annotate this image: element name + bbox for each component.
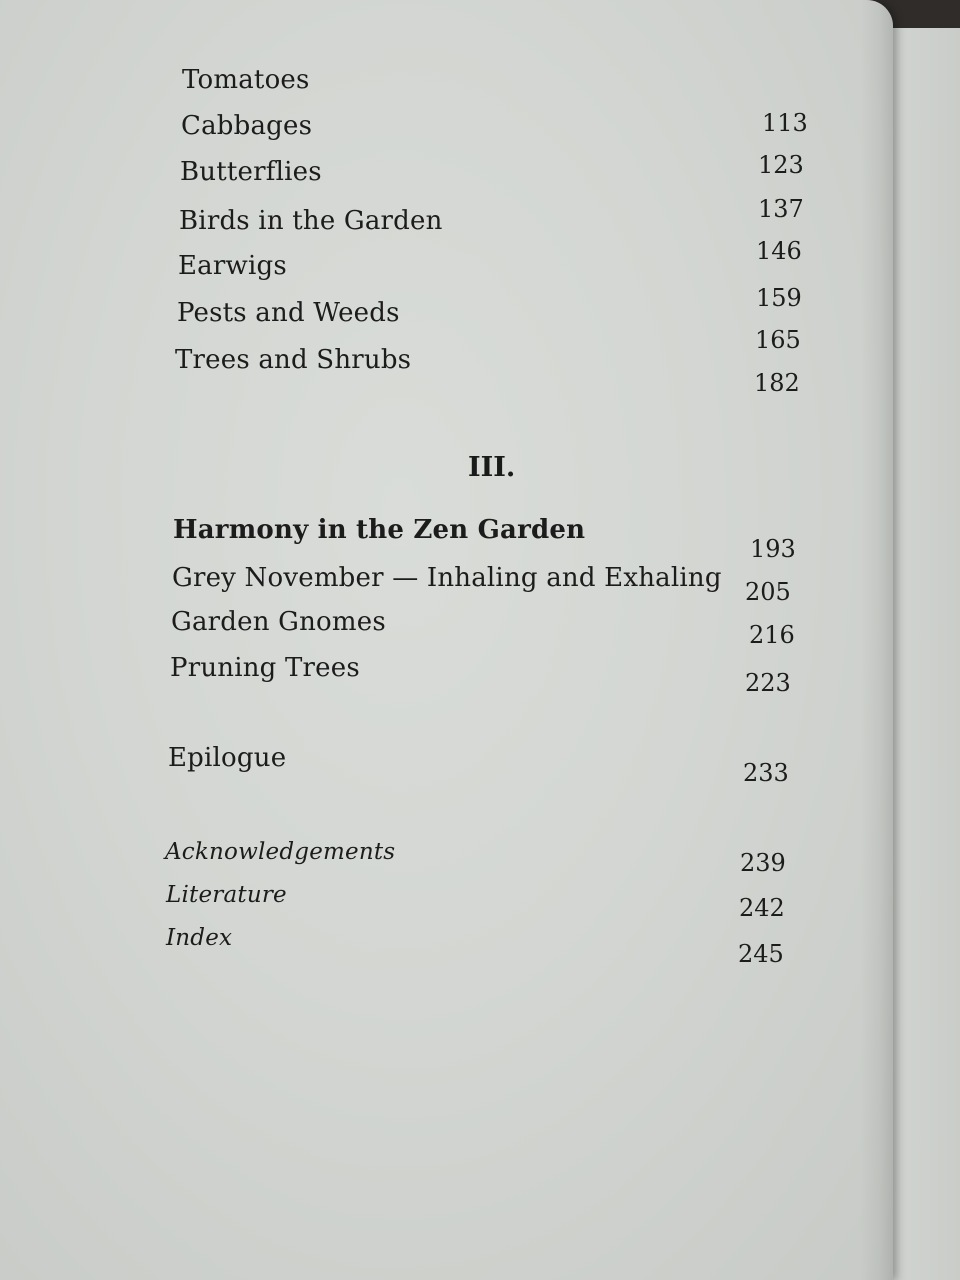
toc-page-245: 245 xyxy=(738,940,784,968)
toc-title-grey-november: Grey November — Inhaling and Exhaling xyxy=(172,563,722,593)
toc-page-182: 182 xyxy=(754,369,800,397)
toc-title-tomatoes: Tomatoes xyxy=(182,65,310,95)
toc-title-literature: Literature xyxy=(166,882,287,908)
toc-title-earwigs: Earwigs xyxy=(178,251,287,281)
toc-page-216: 216 xyxy=(749,621,795,649)
part-heading: III. xyxy=(468,452,516,483)
toc-page-205: 205 xyxy=(745,578,791,606)
toc-page-159: 159 xyxy=(756,284,802,312)
toc-page-242: 242 xyxy=(739,894,785,922)
toc-title-epilogue: Epilogue xyxy=(168,743,287,773)
toc-title-cabbages: Cabbages xyxy=(181,111,313,141)
toc-page-223: 223 xyxy=(745,669,791,697)
page-edge-shadow xyxy=(860,0,893,1280)
toc-title-index: Index xyxy=(166,925,233,951)
toc-page-113: 113 xyxy=(762,109,808,137)
toc-title-pruning-trees: Pruning Trees xyxy=(170,653,360,683)
toc-title-garden-gnomes: Garden Gnomes xyxy=(171,607,386,637)
toc-title-acknowledgements: Acknowledgements xyxy=(165,839,396,865)
toc-page-233: 233 xyxy=(743,759,789,787)
toc-page-165: 165 xyxy=(755,326,801,354)
toc-title-harmony: Harmony in the Zen Garden xyxy=(173,515,586,545)
toc-page-146: 146 xyxy=(756,237,802,265)
toc-page-239: 239 xyxy=(740,849,786,877)
toc-page-193: 193 xyxy=(750,535,796,563)
toc-page-137: 137 xyxy=(758,195,804,223)
toc-title-butterflies: Butterflies xyxy=(180,157,322,187)
toc-title-birds: Birds in the Garden xyxy=(179,206,443,236)
toc-title-pests: Pests and Weeds xyxy=(177,298,400,328)
toc-page-123: 123 xyxy=(758,151,804,179)
toc-title-trees-shrubs: Trees and Shrubs xyxy=(175,345,412,375)
